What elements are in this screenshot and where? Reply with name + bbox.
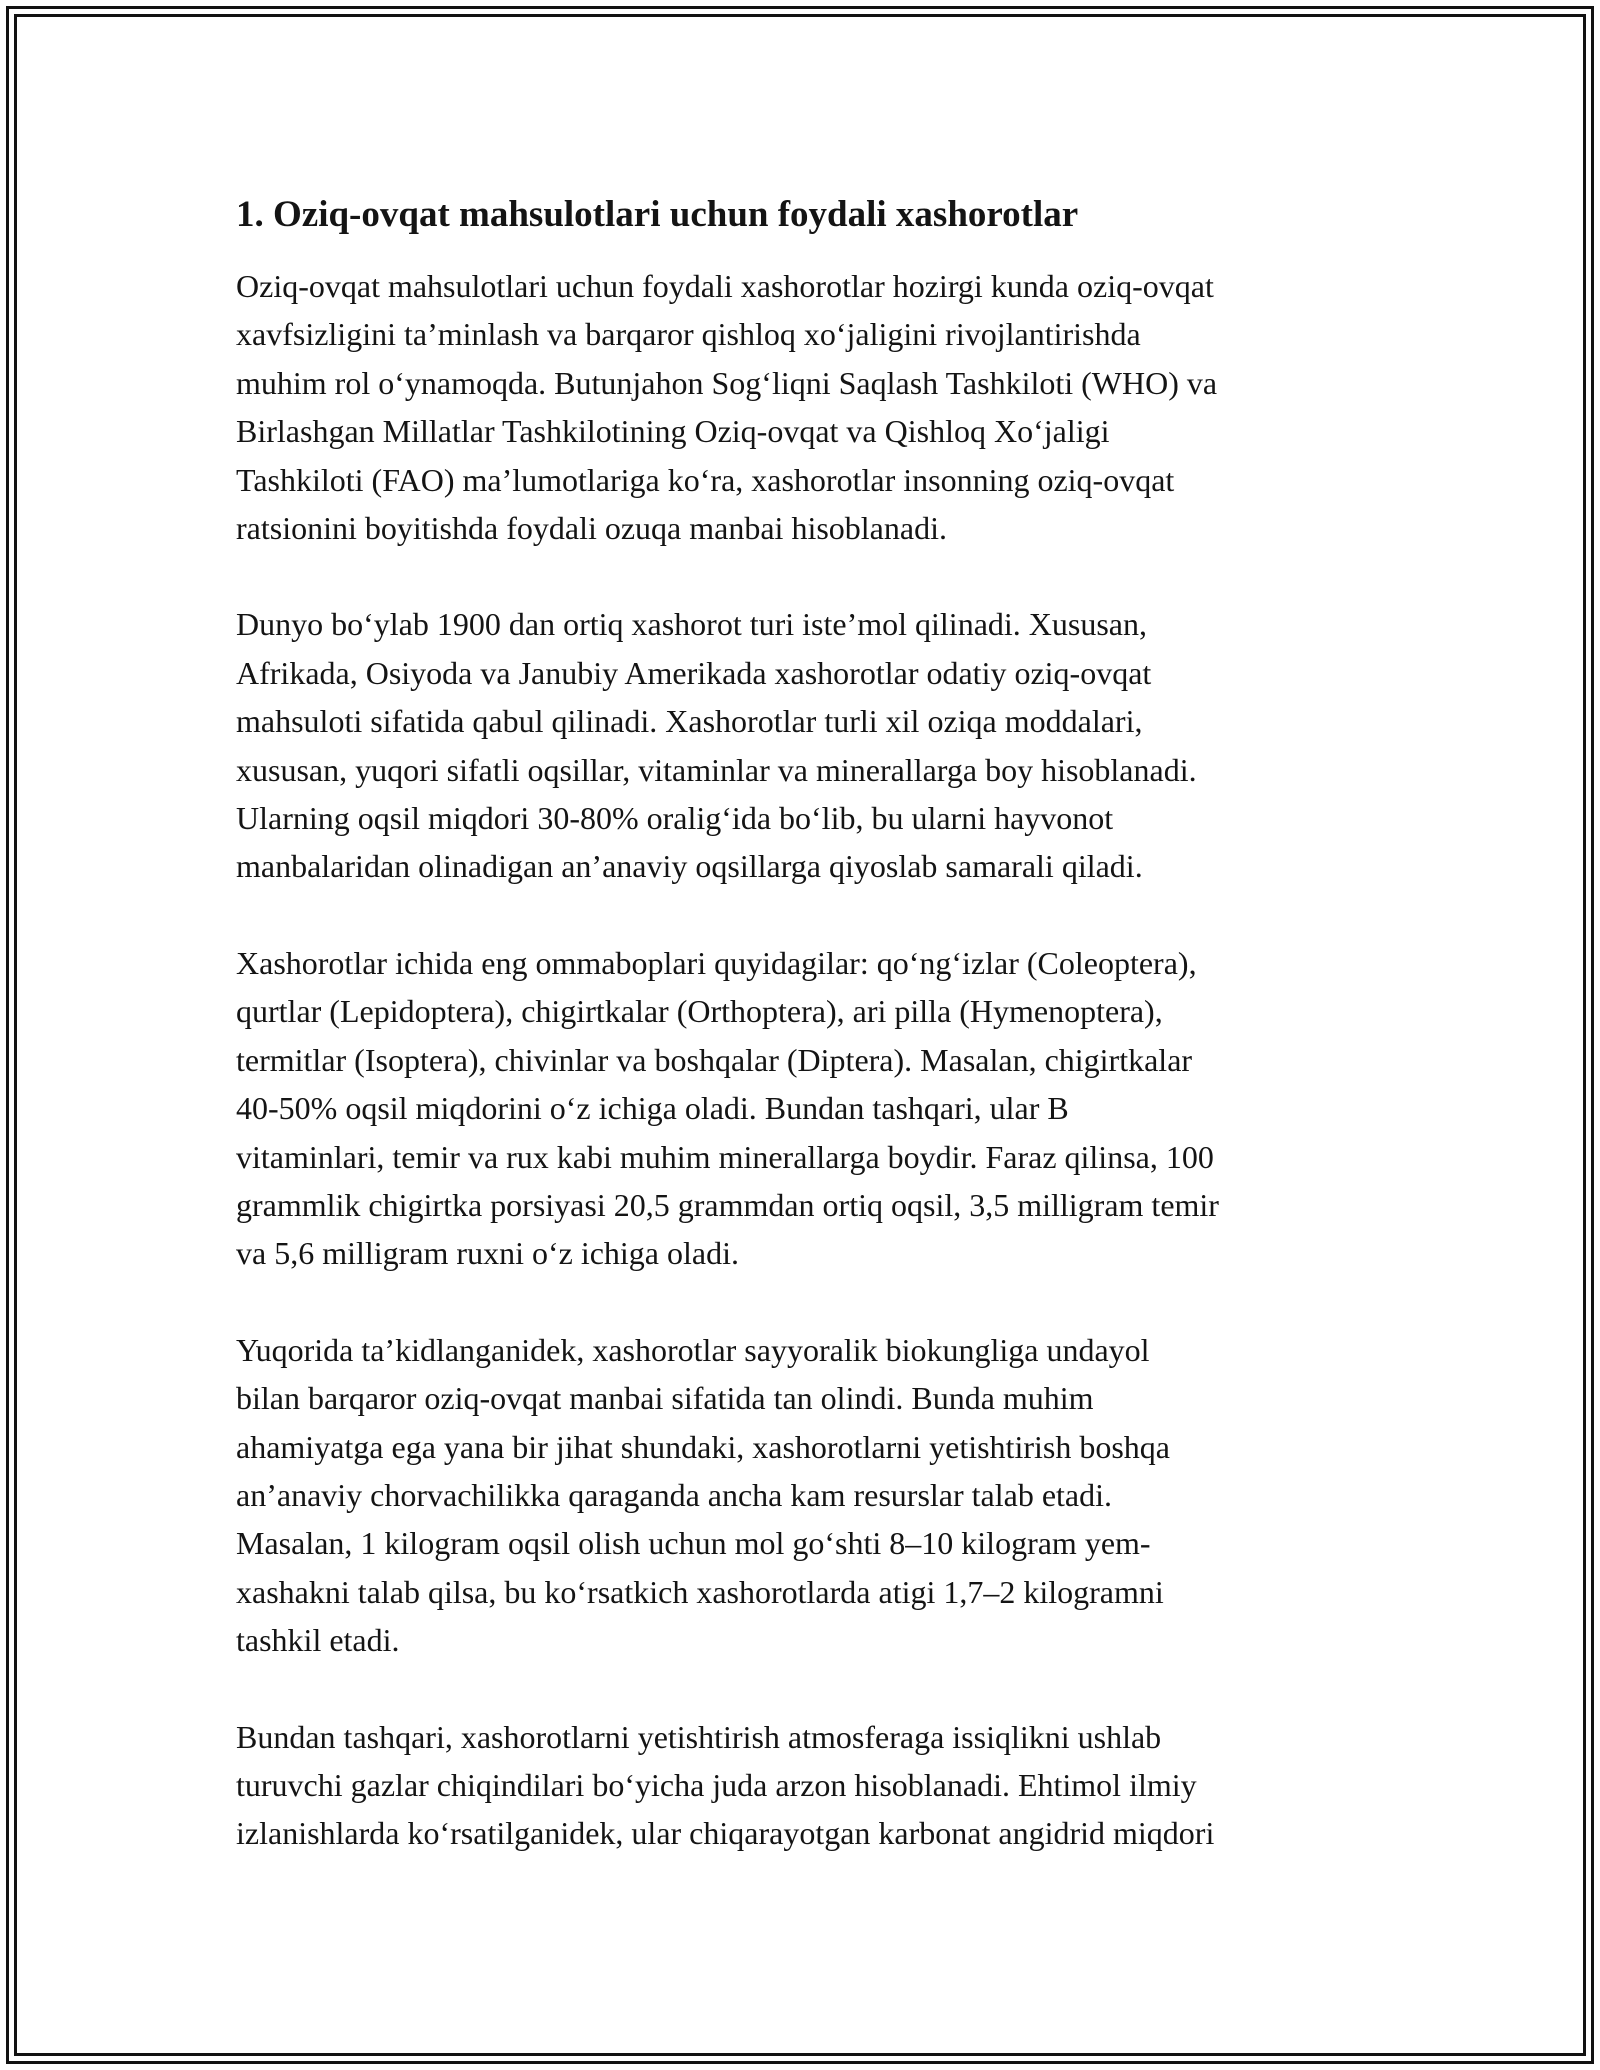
- text-line: qurtlar (Lepidoptera), chigirtkalar (Orthoptera), ari pilla (Hymenoptera),: [236, 993, 1163, 1030]
- text-line: xususan, yuqori sifatli oqsillar, vitaminlar va minerallarga boy hisoblanadi.: [236, 751, 1197, 788]
- text-line: Afrikada, Osiyoda va Janubiy Amerikada xashorotlar odatiy oziq-ovqat: [236, 654, 1152, 691]
- text-line: xavfsizligini ta’minlash va barqaror qishloq xoʻjaligini rivojlantirishda: [236, 316, 1141, 353]
- section-heading: 1. Oziq-ovqat mahsulotlari uchun foydali xashorotlar: [236, 194, 1079, 235]
- text-line: Bundan tashqari, xashorotlarni yetishtirish atmosferaga issiqlikni ushlab: [236, 1718, 1162, 1755]
- text-line: vitaminlari, temir va rux kabi muhim minerallarga boydir. Faraz qilinsa, 100: [236, 1138, 1214, 1175]
- text-line: an’anaviy chorvachilikka qaraganda ancha kam resurslar talab etadi.: [236, 1476, 1113, 1513]
- text-line: xashakni talab qilsa, bu koʻrsatkich xashorotlarda atigi 1,7–2 kilogramni: [236, 1573, 1164, 1610]
- text-line: Oziq-ovqat mahsulotlari uchun foydali xashorotlar hozirgi kunda oziq-ovqat: [236, 268, 1214, 304]
- text-line: manbalaridan olinadigan an’anaviy oqsillarga qiyoslab samarali qiladi.: [236, 848, 1143, 885]
- text-line: Ularning oqsil miqdori 30-80% oraligʻida boʻlib, bu ularni hayvonot: [236, 800, 1114, 837]
- text-line: Birlashgan Millatlar Tashkilotining Oziq-ovqat va Qishloq Xoʻjaligi: [236, 413, 1110, 450]
- text-line: Dunyo boʻylab 1900 dan ortiq xashorot turi iste’mol qilinadi. Xususan,: [236, 606, 1147, 643]
- text-line: ahamiyatga ega yana bir jihat shundaki, xashorotlarni yetishtirish boshqa: [236, 1428, 1170, 1465]
- text-line: Tashkiloti (FAO) ma’lumotlariga koʻra, xashorotlar insonning oziq-ovqat: [236, 461, 1175, 498]
- text-line: grammlik chigirtka porsiyasi 20,5 grammdan ortiq oqsil, 3,5 milligram temir: [236, 1186, 1219, 1223]
- text-line: ratsionini boyitishda foydali ozuqa manbai hisoblanadi.: [236, 510, 947, 547]
- text-line: va 5,6 milligram ruxni oʻz ichiga oladi.: [236, 1235, 739, 1272]
- paragraph-5: [236, 1713, 1366, 1858]
- paragraph-4: [236, 1326, 1366, 1665]
- document-body: [236, 186, 1366, 1906]
- text-line: Yuqorida ta’kidlanganidek, xashorotlar sayyoralik biokungliga undayol: [236, 1331, 1150, 1368]
- text-line: 40-50% oqsil miqdorini oʻz ichiga oladi. Bundan tashqari, ular B: [236, 1090, 1069, 1127]
- text-line: bilan barqaror oziq-ovqat manbai sifatida tan olindi. Bunda muhim: [236, 1380, 1094, 1417]
- paragraph-1: [236, 262, 1366, 552]
- text-line: Masalan, 1 kilogram oqsil olish uchun mol goʻshti 8–10 kilogram yem-: [236, 1525, 1151, 1562]
- paragraph-2: [236, 600, 1366, 890]
- text-line: izlanishlarda koʻrsatilganidek, ular chiqarayotgan karbonat angidrid miqdori: [236, 1815, 1215, 1852]
- paragraph-3: [236, 939, 1366, 1278]
- text-line: Xashorotlar ichida eng ommaboplari quyidagilar: qoʻngʻizlar (Coleoptera),: [236, 944, 1197, 981]
- text-line: muhim rol oʻynamoqda. Butunjahon Sogʻliqni Saqlash Tashkiloti (WHO) va: [236, 364, 1218, 401]
- text-line: turuvchi gazlar chiqindilari boʻyicha juda arzon hisoblanadi. Ehtimol ilmiy: [236, 1766, 1197, 1803]
- text-line: mahsuloti sifatida qabul qilinadi. Xashorotlar turli xil oziqa moddalari,: [236, 703, 1143, 740]
- text-line: termitlar (Isoptera), chivinlar va boshqalar (Diptera). Masalan, chigirtkalar: [236, 1041, 1193, 1078]
- text-line: tashkil etadi.: [236, 1622, 400, 1659]
